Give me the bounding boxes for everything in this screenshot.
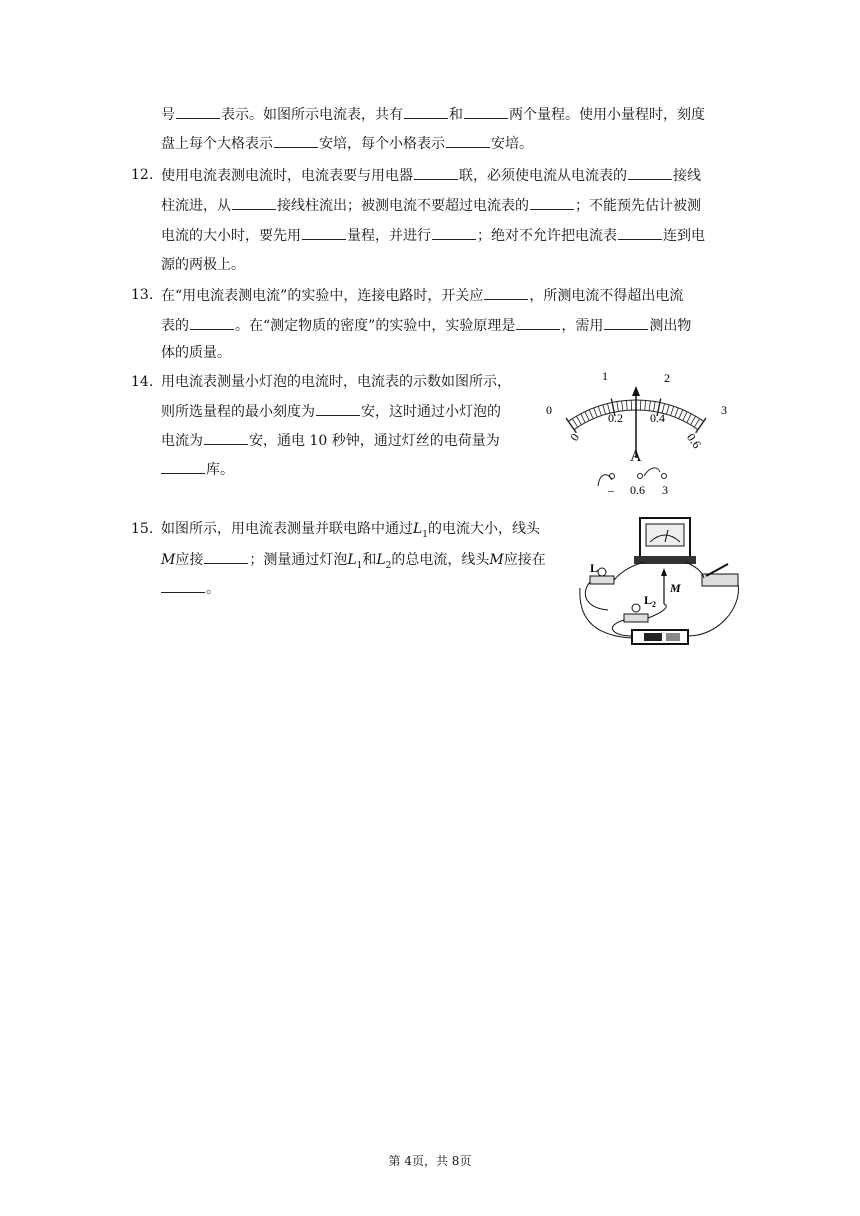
answer-blank xyxy=(232,195,276,210)
dial-tick xyxy=(576,416,581,425)
dial-tick xyxy=(675,408,679,417)
answer-blank xyxy=(176,104,220,119)
figure-label-l1: L xyxy=(590,561,599,575)
dial-tick xyxy=(585,412,589,421)
answer-blank xyxy=(464,104,508,119)
lower-scale-label: 0 xyxy=(567,430,583,444)
dial-tick xyxy=(626,400,627,410)
answer-blank xyxy=(516,315,560,330)
answer-blank xyxy=(302,225,346,240)
answer-blank xyxy=(530,195,574,210)
question-number: 13. xyxy=(131,287,154,303)
dial-tick xyxy=(694,419,699,427)
dial-tick xyxy=(649,401,650,411)
unit-label: A xyxy=(630,448,642,465)
lower-scale-label: 0.6 xyxy=(683,430,705,452)
dial-tick xyxy=(598,406,601,415)
question-number: 15. xyxy=(131,521,154,537)
terminal-wire xyxy=(644,468,660,476)
dial-tick xyxy=(671,406,674,415)
dial-tick xyxy=(645,400,646,410)
dial-tick xyxy=(572,419,577,427)
q14-line-4: 库。 xyxy=(161,459,234,480)
wire xyxy=(688,584,738,636)
page-footer: 第 4页，共 8页 xyxy=(388,1154,472,1168)
wire xyxy=(614,562,644,580)
q15-line-1: 如图所示，用电流表测量并联电路中通过$L_1$的电流大小，线头 xyxy=(161,521,541,540)
q13-line-3: 体的质量。 xyxy=(161,345,231,361)
upper-scale-label: 1 xyxy=(602,369,608,383)
upper-scale-label: 0 xyxy=(546,403,552,417)
dial-tick xyxy=(691,416,696,425)
dial-tick xyxy=(566,418,576,433)
q14-line-3: 电流为 安，通电 10 秒钟，通过灯丝的电荷量为 xyxy=(161,430,500,451)
answer-blank xyxy=(432,225,476,240)
wire xyxy=(580,588,632,638)
dial-tick xyxy=(696,418,706,433)
figure-label-m: M xyxy=(670,581,681,595)
answer-blank xyxy=(618,225,662,240)
lamp-l2-bulb xyxy=(632,604,640,612)
lower-scale-label: 0.4 xyxy=(650,411,665,425)
lower-scale-label: 0.2 xyxy=(608,411,623,425)
lamp-l2-base xyxy=(624,614,648,622)
dial-tick xyxy=(687,414,692,423)
answer-blank xyxy=(274,133,318,148)
ammeter-dial-figure xyxy=(540,368,740,504)
q12-line-4: 源的两极上。 xyxy=(161,257,245,273)
upper-scale-label: 2 xyxy=(664,371,670,385)
terminal xyxy=(610,474,615,479)
answer-blank xyxy=(204,430,248,445)
answer-blank xyxy=(484,285,528,300)
needle-arrowhead xyxy=(632,386,640,396)
dial-tick xyxy=(603,405,606,415)
answer-blank xyxy=(604,315,648,330)
question-number: 12. xyxy=(131,167,154,183)
q12-line-3: 电流的大小时，要先用 量程，并进行 ；绝对不允许把电流表 连到电 xyxy=(161,225,705,246)
q13-line-1: 在“用电流表测电流”的实验中，连接电路时，开关应 ，所测电流不得超出电流 xyxy=(161,285,683,306)
answer-blank xyxy=(190,315,234,330)
dial-tick xyxy=(617,402,619,412)
answer-blank xyxy=(316,401,360,416)
dial-tick xyxy=(679,410,683,419)
figure-label-l2: L xyxy=(644,593,653,607)
dial-tick xyxy=(622,401,623,411)
dial-tick xyxy=(683,412,687,421)
answer-blank xyxy=(446,133,490,148)
answer-blank xyxy=(404,104,448,119)
dial-tick xyxy=(581,414,586,423)
wire xyxy=(686,562,704,578)
terminal-label: 3 xyxy=(662,483,668,497)
answer-blank xyxy=(204,549,248,564)
answer-blank xyxy=(161,578,205,593)
parallel-circuit-figure xyxy=(578,512,742,648)
lamp-l1-bulb xyxy=(598,568,606,576)
terminal-label: 0.6 xyxy=(630,483,645,497)
q11-continuation-line-1: 号 表示。如图所示电流表，共有 和 两个量程。使用小量程时，刻度 xyxy=(161,104,705,125)
terminal xyxy=(662,474,667,479)
dial-tick xyxy=(654,402,656,412)
q12-line-2: 柱流进，从 接线柱流出；被测电流不要超过电流表的 ；不能预先估计被测 xyxy=(161,195,701,216)
q15-line-3: 。 xyxy=(161,578,220,599)
dial-tick xyxy=(589,410,593,419)
answer-blank xyxy=(161,459,205,474)
q11-continuation-line-2: 盘上每个大格表示 安培，每个小格表示 安培。 xyxy=(161,133,533,154)
question-number: 14. xyxy=(131,374,154,390)
q13-line-2: 表的 。在“测定物质的密度”的实验中，实验原理是 ，需用 测出物 xyxy=(161,315,691,336)
dial-tick xyxy=(594,408,598,417)
lamp-l1-base xyxy=(590,576,614,584)
q14-line-1: 用电流表测量小灯泡的电流时，电流表的示数如图所示， xyxy=(161,374,511,390)
terminal-label: – xyxy=(608,483,614,497)
q12-line-1: 使用电流表测电流时，电流表要与用电器 联，必须使电流从电流表的 接线 xyxy=(161,165,701,186)
wire xyxy=(585,582,608,610)
upper-scale-label: 3 xyxy=(721,403,727,417)
answer-blank xyxy=(414,165,458,180)
answer-blank xyxy=(628,165,672,180)
dial-tick xyxy=(666,405,669,415)
q15-line-2: M应接 ；测量通过灯泡$L_1$和$L_2$的总电流，线头M应接在 xyxy=(161,549,546,576)
svg-text:2: 2 xyxy=(652,600,656,609)
q14-line-2: 则所选量程的最小刻度为 安，这时通过小灯泡的 xyxy=(161,401,501,422)
terminal xyxy=(638,474,643,479)
